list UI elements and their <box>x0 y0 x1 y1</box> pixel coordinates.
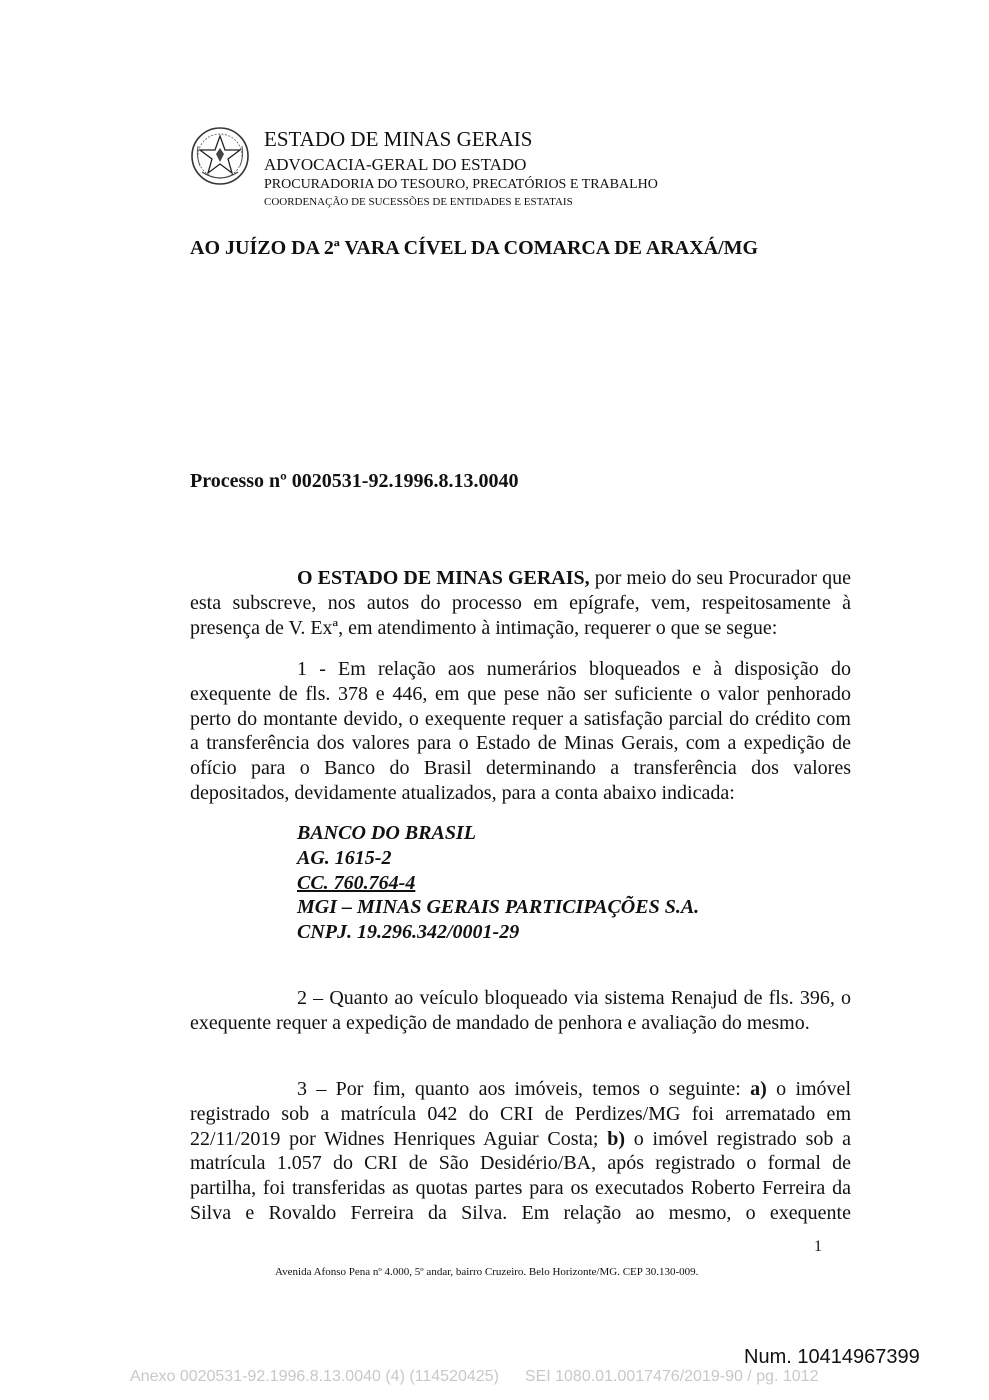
footer-address: Avenida Afonso Pena nº 4.000, 5º andar, bairro Cruzeiro. Belo Horizonte/MG. CEP 30.130-009. <box>275 1266 699 1278</box>
system-stamp <box>130 1368 844 1386</box>
header-agency: ADVOCACIA-GERAL DO ESTADO <box>264 155 527 174</box>
item-3-marker-b: b) <box>607 1127 626 1150</box>
header-procuradoria: PROCURADORIA DO TESOURO, PRECATÓRIOS E TRABALHO <box>264 177 658 192</box>
intro-text: por meio do seu Procurador que esta subscreve, nos autos do processo em epígrafe, vem, respeitosamente à presença de V. Exª, em atendimento à intimação, requerer o que se segue: <box>190 567 851 639</box>
intro-paragraph <box>190 566 851 640</box>
bank-name: BANCO DO BRASIL <box>297 822 476 844</box>
item-3-intro: 3 – Por fim, quanto aos imóveis, temos o seguinte: <box>297 1078 751 1100</box>
item-2-paragraph: 2 – Quanto ao veículo bloqueado via sistema Renajud de fls. 396, o exequente requer a expedição de mandado de penhora e avaliação do mesmo. <box>190 987 851 1034</box>
item-3-part-b: o imóvel registrado sob a matrícula 1.057 do CRI de São Desidério/BA, após registrado o formal de partilha, foi transferidas as quotas partes para os executados Roberto Ferreira da Silva e Rovaldo Ferreira da Silva. Em relação ao mesmo, o exequente <box>190 1127 851 1224</box>
process-number: Processo nº 0020531-92.1996.8.13.0040 <box>190 470 519 492</box>
bank-account-number: CC. 760.764-4 <box>297 871 416 894</box>
intro-party-name: O ESTADO DE MINAS GERAIS, <box>297 567 590 589</box>
item-3-part-a: o imóvel registrado sob a matrícula 042 do CRI de Perdizes/MG foi arrematado em 22/11/2019 por Widnes Henriques Aguiar Costa; <box>190 1078 851 1150</box>
item-1-paragraph: 1 - Em relação aos numerários bloqueados e à disposição do exequente de fls. 378 e 446, em que pese não ser suficiente o valor penhorado perto do montante devido, o exequente requer a satisfação parcial do crédito com a transferência dos valores para o Estado de Minas Gerais, com a expedição de ofício para o Banco do Brasil determinando a transferência dos valores depositados, devidamente atualizados, para a conta abaixo indicada: <box>190 658 851 804</box>
header-state-name: ESTADO DE MINAS GERAIS <box>264 127 533 151</box>
item-3-paragraph <box>190 1077 851 1226</box>
header-coordenacao: COORDENAÇÃO DE SUCESSÕES DE ENTIDADES E ESTATAIS <box>264 196 573 208</box>
page-number: 1 <box>814 1238 822 1255</box>
bank-details <box>297 821 699 945</box>
bank-cnpj: CNPJ. 19.296.342/0001-29 <box>297 921 520 944</box>
item-3-marker-a: a) <box>750 1078 767 1100</box>
bank-account <box>297 871 699 896</box>
stamp-annex: Anexo 0020531-92.1996.8.13.0040 (4) (114520425) <box>130 1368 499 1385</box>
bank-account-holder: MGI – MINAS GERAIS PARTICIPAÇÕES S.A. <box>297 896 700 919</box>
addressee-heading: AO JUÍZO DA 2ª VARA CÍVEL DA COMARCA DE ARAXÁ/MG <box>190 237 759 259</box>
coat-of-arms-icon <box>190 126 250 186</box>
stamp-sei: SEI 1080.01.0017476/2019-90 / pg. 1012 <box>524 1368 819 1385</box>
bank-agency: AG. 1615-2 <box>297 846 392 869</box>
document-number: Num. 10414967399 <box>744 1346 920 1368</box>
